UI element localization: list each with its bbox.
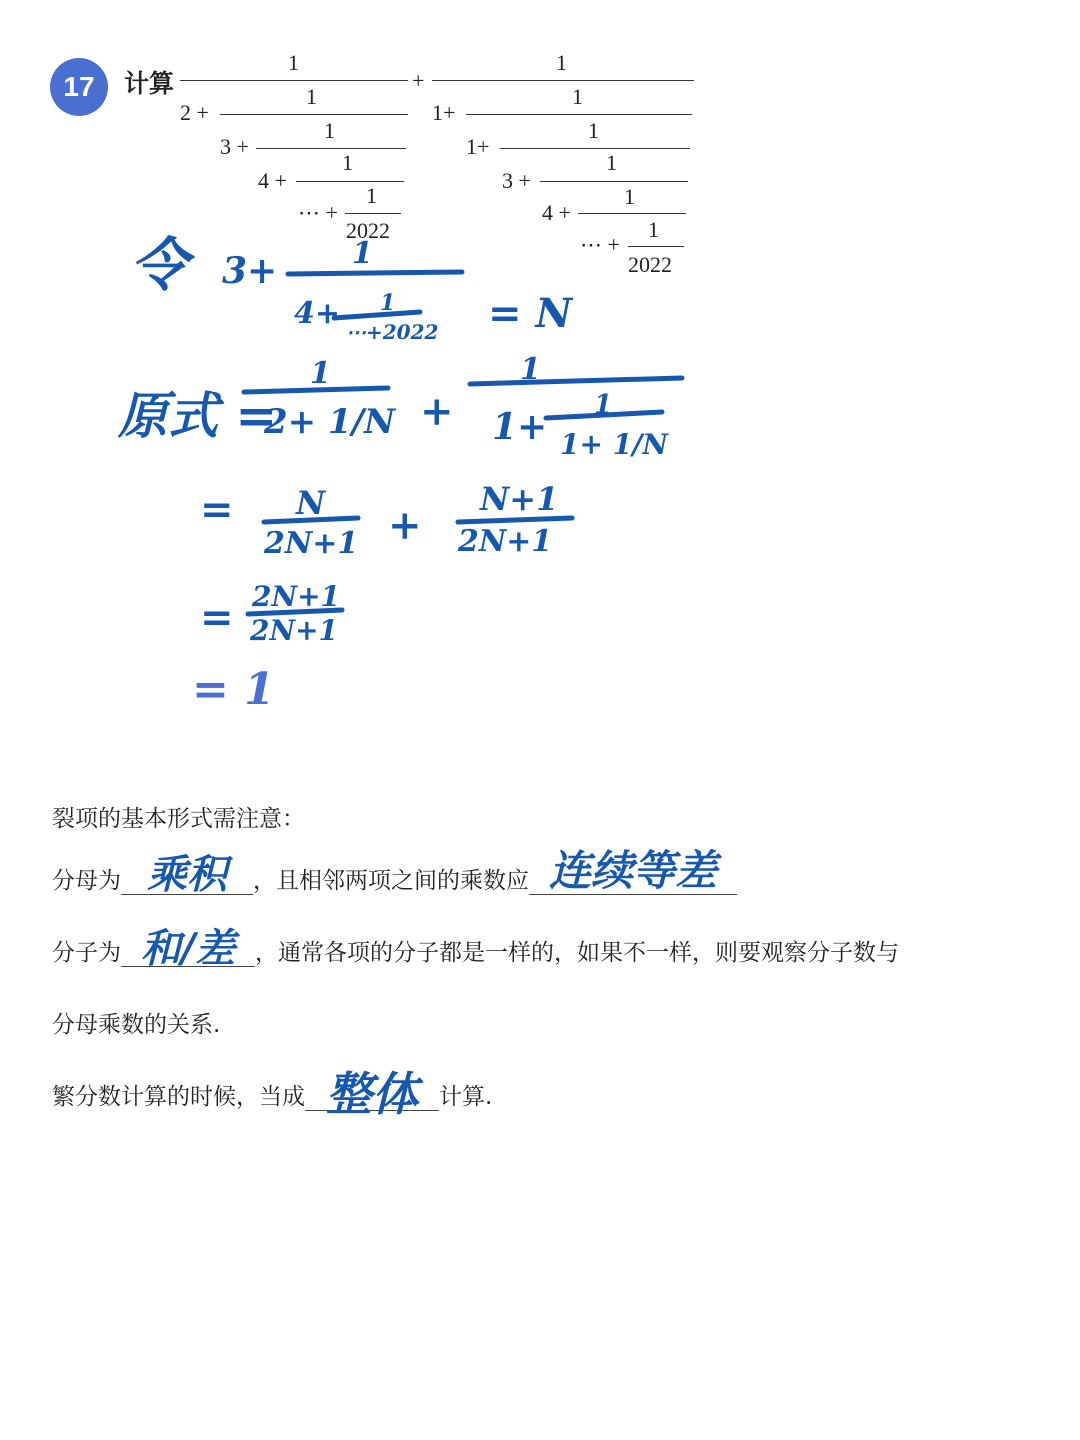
notes-line-denominator [52,846,737,898]
blank-field [305,1067,439,1121]
step2-equals: = [200,486,234,533]
handwritten-answer: 和/差 [140,925,236,972]
last-denominator: 2022 [628,252,672,277]
sub-expr-numerator: 1 [352,236,373,271]
notes-line-numerator [52,925,899,972]
step2-plus: + [388,502,422,549]
numerator-one: 1 [606,150,617,175]
blank-field [121,925,255,972]
step3-numerator: 2N+1 [252,580,341,613]
let-word: 令 [130,231,189,299]
step2-right-denominator: 2N+1 [458,524,553,559]
numerator-one: 1 [342,150,353,175]
notes-heading: 裂项的基本形式需注意： [52,806,305,832]
notes-line-complex-fraction [52,1067,493,1121]
handwritten-answer: 连续等差 [548,846,717,895]
step2-left-denominator: 2N+1 [264,526,359,561]
numerator-one: 1 [556,50,567,75]
equals-n: = N [488,290,573,337]
step3-denominator: 2N+1 [250,614,339,647]
sub-expr-4-plus: 4+ [294,296,341,331]
term-ellipsis-plus: ⋯ + [298,200,338,225]
step3-equals: = [200,594,234,641]
blank-field [529,846,737,895]
term-4-plus: 4 + [542,200,571,225]
term-1-plus: 1+ [466,134,490,159]
step1-right-denominator-a: 1+ [492,406,548,448]
step2-right-numerator: N+1 [480,480,559,518]
notes-text: 分母为 [52,868,121,894]
numerator-one: 1 [572,84,583,109]
step1-right-numerator: 1 [520,352,541,387]
notes-text: ，通常各项的分子都是一样的，如果不一样，则要观察分子数与 [255,940,899,966]
original-expression-word: 原式 = [118,386,278,445]
term-ellipsis-plus: ⋯ + [580,232,620,257]
numerator-one: 1 [624,184,635,209]
sub-expr-3-plus: 3+ [222,250,278,292]
step1-left-numerator: 1 [310,356,331,391]
term-3-plus: 3 + [220,134,249,159]
step1-right-denominator-b: 1+ 1/N [560,428,668,461]
numerator-one: 1 [648,217,659,242]
handwritten-answer: 整体 [326,1067,418,1121]
step4-result: = 1 [192,664,275,715]
numerator-one: 1 [324,118,335,143]
plus-sign: + [412,68,425,93]
sub-expr-tail: ⋯+2022 [346,320,439,344]
numerator-one: 1 [588,118,599,143]
step1-plus: + [420,388,454,435]
step1-right-inner-numerator: 1 [594,390,613,420]
step2-left-numerator: N [296,484,326,522]
numerator-one: 1 [306,84,317,109]
sub-expr-inner-numerator: 1 [380,290,396,316]
step1-left-denominator: 2+ 1/N [264,402,396,442]
notes-text: 繁分数计算的时候，当成 [52,1084,305,1110]
term-3-plus: 3 + [502,168,531,193]
notes-text: 计算. [439,1084,493,1110]
numerator-one: 1 [288,50,299,75]
term-2-plus: 2 + [180,100,209,125]
term-1-plus: 1+ [432,100,456,125]
blank-field [121,851,253,898]
numerator-one: 1 [366,183,377,208]
notes-text: ，且相邻两项之间的乘数应 [253,868,529,894]
last-denominator: 2022 [346,218,390,243]
notes-text: 分子为 [52,940,121,966]
problem-label: 计算 [124,69,175,98]
notes-line-relation: 分母乘数的关系. [52,1012,221,1038]
term-4-plus: 4 + [258,168,287,193]
handwritten-answer: 乘积 [147,851,227,898]
problem-number-badge: 17 [50,58,108,116]
